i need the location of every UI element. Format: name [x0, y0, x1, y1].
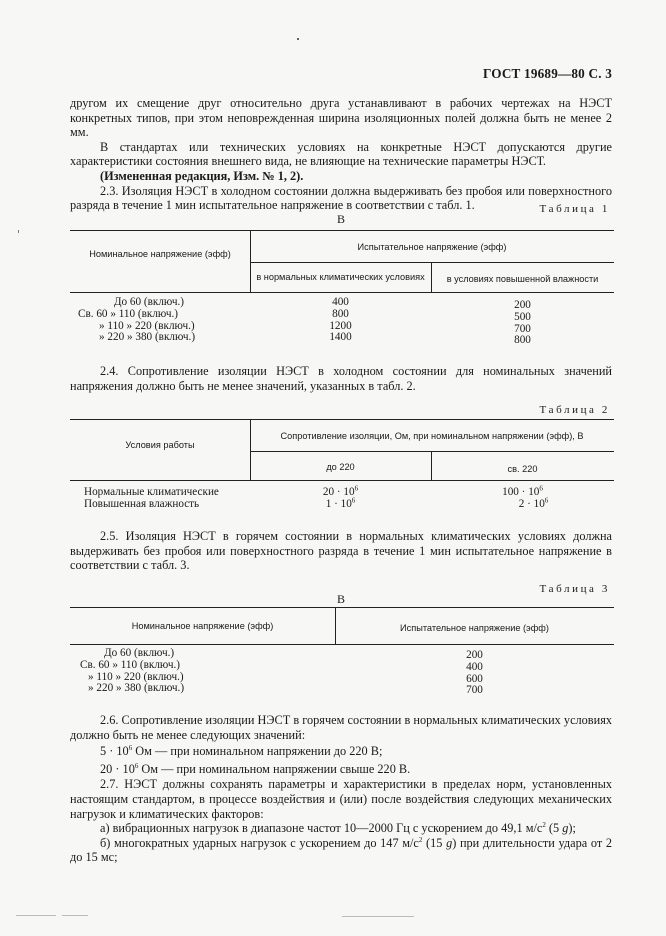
table-cell: Повышенная влажность — [84, 497, 200, 510]
scan-speck — [297, 38, 299, 40]
intro-paragraph: другом их смещение друг относительно друга устанавливают в рабочих чертежах на НЭСТ конкретных типов, при этом неповрежденная ширина изоляционных полей должна быть не менее 2 мм. — [70, 96, 612, 140]
section-2-5 — [70, 529, 612, 573]
table3-col-test — [335, 650, 614, 697]
scan-mark — [16, 915, 56, 916]
table-cell: $2 \cdot 10^6$ — [518, 496, 549, 510]
table-cell: 1400 — [329, 331, 352, 344]
table-cell: » 220 » 380 (включ.) — [88, 682, 185, 695]
table-cell: $100 \cdot 10^6$ — [502, 484, 543, 498]
table-cell: До 60 (включ.) — [113, 296, 184, 308]
table-cell: Св. 60 » 110 (включ.) — [78, 307, 178, 320]
section-2-6-text: 2.6. Сопротивление изоляции НЭСТ в горячем состоянии в нормальных климатических условиях должно быть не менее следующих значений: — [70, 713, 612, 742]
table3-head-right: Испытательное напряжение (эфф) — [400, 623, 549, 633]
table1-head-left: Номинальное напряжение (эфф) — [89, 249, 231, 259]
table1-col-normal — [250, 297, 431, 344]
table-cell: 800 — [332, 307, 349, 320]
table-cell: $20 \cdot 10^6$ — [322, 484, 359, 498]
table2-head-sub1: до 220 — [326, 462, 355, 472]
item-a: а) вибрационных нагрузок в диапазоне частот 10—2000 Гц с ускорением до 49,1 $м/с^2$ (5 g); — [100, 821, 576, 836]
table-cell: До 60 (включ.) — [104, 647, 175, 659]
section-2-4 — [70, 364, 612, 393]
table2-col-conditions — [84, 487, 254, 511]
table1-head-top: Испытательное напряжение (эфф) — [357, 242, 507, 252]
table2-head-top: Сопротивление изоляции, Ом, при номинальном напряжении (эфф), В — [280, 431, 584, 441]
table-cell: 500 — [514, 310, 531, 323]
scan-speck — [18, 230, 19, 233]
table-cell: 600 — [466, 672, 483, 685]
section-2-7-text: 2.7. НЭСТ должны сохранять параметры и характеристики в пределах норм, установленных настоящим стандартом, в процессе воздействия и (или) после воздействия следующих механических нагрузок и климатических факторов: — [70, 777, 612, 821]
section-2-6-2-7 — [70, 713, 612, 865]
page-header: ГОСТ 19689—80 С. 3 — [482, 66, 612, 81]
table-cell: Нормальные климатические — [84, 486, 219, 498]
resistance-value-1: $5 \cdot 10^6$ Ом — при номинальном напряжении до 220 В; — [100, 744, 383, 759]
section-2-3: 2.3. Изоляция НЭСТ в холодном состоянии должна выдерживать без пробоя или поверхностного разряда в течение 1 мин испытательное напряжение в соответствии с табл. 1. — [70, 183, 612, 213]
table-cell: 700 — [466, 684, 483, 697]
table1-head-sub2: в условиях повышенной влажности — [446, 274, 599, 284]
intro-block — [70, 96, 612, 213]
table3-caption: Таблица 3 — [539, 583, 610, 595]
table-cell: 200 — [514, 299, 531, 311]
section-2-5-text: 2.5. Изоляция НЭСТ в горячем состоянии в нормальных климатических условиях должна выдерживать без пробоя или поверхностного разряда в течение 1 мин испытательное напряжение в соответствии с табл. 3. — [70, 529, 612, 573]
table2-col-gt220 — [431, 484, 614, 511]
scan-mark — [62, 915, 88, 916]
section-2-4-text: 2.4. Сопротивление изоляции НЭСТ в холодном состоянии для номинальных значений напряжения должно быть не менее значений, указанных в табл. 2. — [70, 364, 612, 393]
table-cell: Св. 60 » 110 (включ.) — [80, 658, 180, 671]
table3-head-left: Номинальное напряжение (эфф) — [131, 621, 274, 631]
table3-col-nominal — [80, 648, 200, 695]
intro-paragraph: В стандартах или технических условиях на конкретные НЭСТ допускаются другие характеристики состояния внешнего вида, не влияющие на технические параметры НЭСТ. — [70, 139, 612, 169]
table1-unit: В — [337, 212, 346, 226]
table-cell: 400 — [332, 296, 349, 308]
table2-col-le220 — [250, 484, 431, 511]
table-cell: 700 — [514, 322, 531, 335]
table-cell: 1200 — [329, 319, 352, 332]
table-cell: $1 \cdot 10^6$ — [325, 496, 356, 510]
table-cell: 800 — [514, 334, 531, 347]
resistance-value-2: $20 \cdot 10^6$ Ом — при номинальном напряжении свыше 220 В. — [100, 761, 411, 776]
table2-head-sub2: св. 220 — [507, 464, 538, 474]
scan-mark — [342, 916, 414, 917]
table3-unit: В — [337, 592, 346, 606]
table-cell: 200 — [466, 649, 483, 661]
table1-caption: Таблица 1 — [539, 203, 610, 215]
table1-head-sub1: в нормальных климатических условиях — [256, 272, 425, 282]
table1-col-humid — [431, 300, 614, 347]
item-b: б) многократных ударных нагрузок с ускорением до 147 $м/с^2$ (15 g) при длительности удара от 2 до 15 мс; — [70, 835, 612, 865]
table-cell: » 110 » 220 (включ.) — [99, 319, 195, 332]
table1-col-nominal — [78, 296, 240, 344]
table-cell: 400 — [466, 660, 483, 673]
amendment-note: (Измененная редакция, Изм. № 1, 2). — [100, 168, 304, 183]
table-cell: » 110 » 220 (включ.) — [88, 670, 184, 683]
table2-caption: Таблица 2 — [539, 404, 610, 416]
table-cell: » 220 » 380 (включ.) — [99, 331, 196, 344]
table2-head-left: Условия работы — [125, 440, 195, 450]
